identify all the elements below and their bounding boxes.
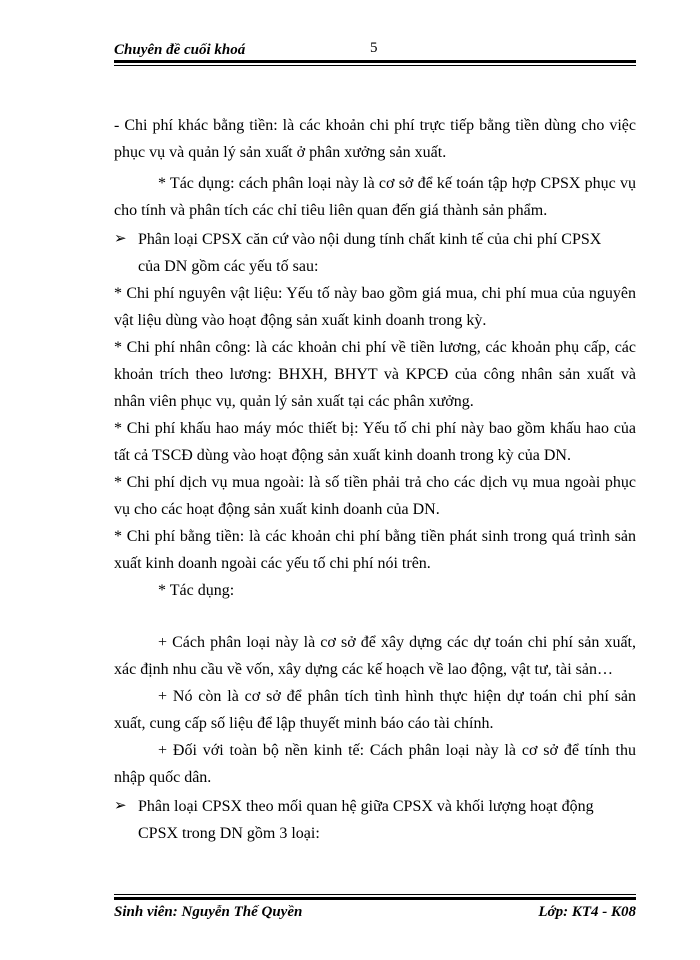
paragraph-effect-2: * Tác dụng: [158,582,235,599]
bullet-classification-1 [114,226,636,280]
document-title: Chuyên đề cuối khoá [114,42,246,58]
spacer [114,604,636,629]
bullet-classification-2 [114,793,636,847]
paragraph-effect-item-3: + Đối với toàn bộ nền kinh tế: Cách phân loại này là cơ sở để tính thu nhập quốc dân. [114,742,636,786]
header-rule-thick [114,60,636,63]
paragraph-effect-1: * Tác dụng: cách phân loại này là cơ sở để kế toán tập hợp CPSX phục vụ cho tính và phân tích các chỉ tiêu liên quan đến giá thành sản phẩm. [114,175,636,219]
student-name: Sinh viên: Nguyễn Thế Quyền [114,904,303,920]
bullet-line: của DN gồm các yếu tố sau: [138,258,319,275]
paragraph-cash-cost: * Chi phí bằng tiền: là các khoản chi phí bằng tiền phát sinh trong quá trình sản xuất kinh doanh ngoài các yếu tố chi phí nói trên. [114,528,636,572]
paragraph-effect-item-2: + Nó còn là cơ sở để phân tích tình hình thực hiện dự toán chi phí sản xuất, cung cấp số liệu để lập thuyết minh báo cáo tài chính. [114,688,636,732]
paragraph-depreciation-cost: * Chi phí khấu hao máy móc thiết bị: Yếu tố chi phí này bao gồm khấu hao của tất cả TSCĐ dùng vào hoạt động sản xuất kinh doanh trong kỳ của DN. [114,420,636,464]
arrow-bullet-icon: ➢ [114,798,127,814]
paragraph-other-costs: - Chi phí khác bằng tiền: là các khoản chi phí trực tiếp bằng tiền dùng cho việc phục vụ và quản lý sản xuất ở phân xưởng sản xuất. [114,117,636,161]
bullet-line: Phân loại CPSX theo mối quan hệ giữa CPSX và khối lượng hoạt động [138,798,594,815]
page-body [114,112,636,847]
page-number: 5 [370,40,378,56]
paragraph-effect-item-1: + Cách phân loại này là cơ sở để xây dựng các dự toán chi phí sản xuất, xác định nhu cầu về vốn, xây dựng các kế hoạch về lao động, vật tư, tài sản… [114,634,636,678]
page-footer [114,900,636,924]
footer-rule-thin [114,894,636,895]
page-header [114,36,636,60]
class-code: Lớp: KT4 - K08 [538,904,636,920]
paragraph-labor-cost: * Chi phí nhân công: là các khoản chi phí về tiền lương, các khoản phụ cấp, các khoản trích theo lương: BHXH, BHYT và KPCĐ của công nhân sản xuất và nhân viên phục vụ, quản lý sản xuất tại các phân xưởng. [114,339,636,410]
bullet-line: Phân loại CPSX căn cứ vào nội dung tính chất kinh tế của chi phí CPSX [138,231,602,248]
header-rule-thin [114,65,636,66]
paragraph-outsourced-cost: * Chi phí dịch vụ mua ngoài: là số tiền phải trả cho các dịch vụ mua ngoài phục vụ cho các hoạt động sản xuất kinh doanh của DN. [114,474,636,518]
arrow-bullet-icon: ➢ [114,231,127,247]
paragraph-material-cost: * Chi phí nguyên vật liệu: Yếu tố này bao gồm giá mua, chi phí mua của nguyên vật liệu dùng vào hoạt động sản xuất kinh doanh trong kỳ. [114,285,636,329]
bullet-line: CPSX trong DN gồm 3 loại: [138,825,320,842]
